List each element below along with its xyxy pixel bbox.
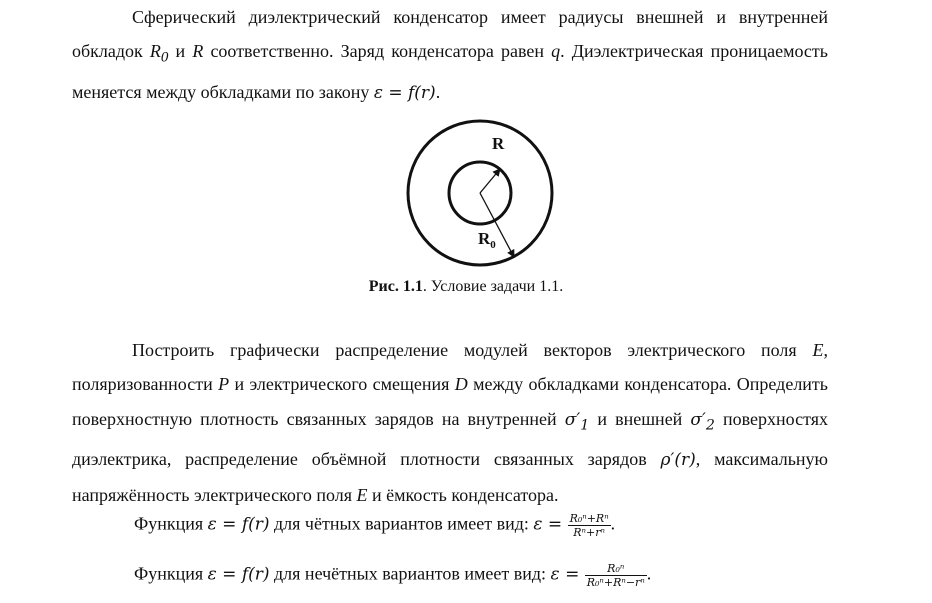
symbol-q: q (551, 41, 561, 62)
symbol-R: R (192, 41, 204, 62)
statement-text: . Диэлектрическая проницаемость меняется между обкладками по закону (72, 41, 828, 103)
symbol-rho: ρ′(r) (660, 450, 696, 471)
even-formula-fraction (568, 512, 611, 539)
caption-text: . Условие задачи 1.1. (422, 278, 564, 295)
fraction-denominator: R₀ⁿ+Rⁿ−rⁿ (586, 576, 645, 589)
fraction-numerator: R₀ⁿ (585, 562, 647, 576)
odd-formula-fraction (585, 562, 647, 589)
permittivity-law: ε = f(r) (373, 83, 436, 104)
function-even-line: Функция ε = f(r) для чётных вариантов имеет вид: ε = $\frac{\text{R₀ⁿ+Rⁿ}}{\text{Rⁿ+rⁿ}}$ . (134, 512, 616, 539)
problem-statement-paragraph: Сферический диэлектрический конденсатор имеет радиусы внешней и внутренней обкладок $R_0$ и R соответственно. Заряд конденсатора равен q. Диэлектрическая проницаемость меняется между обкладками по закону ε = f(r). (72, 7, 828, 104)
symbol-R0: $R_0$ (149, 41, 169, 66)
caption-label: Рис. 1.1 (368, 278, 423, 295)
label-R0: $R_0$ (478, 229, 496, 251)
function-odd-line: Функция ε = f(r) для нечётных вариантов имеет вид: ε = $\frac{\text{R₀ⁿ}}{\text{R₀ⁿ+Rⁿ−rⁿ}}$ . (134, 562, 652, 589)
symbol-E: E (356, 484, 368, 505)
statement-text: Сферический диэлектрический конденсатор имеет радиусы внешней и внутренней обкладок (72, 7, 828, 62)
statement-text: соответственно. Заряд конденсатора равен (203, 41, 552, 62)
spherical-capacitor-figure (397, 117, 565, 269)
fraction-denominator: Rⁿ+rⁿ (573, 526, 605, 539)
symbol-P: P (218, 374, 230, 395)
function-law: ε = f(r) (207, 514, 270, 535)
statement-text: и (168, 41, 193, 62)
symbol-D: D (454, 374, 468, 395)
label-R: R (492, 134, 505, 153)
function-law: ε = f(r) (207, 564, 270, 585)
radius-arrow-R (480, 169, 500, 193)
symbol-E: E (812, 340, 824, 360)
figure-caption (0, 278, 932, 296)
task-paragraph: Построить графически распределение модулей векторов электрического поля E, поляризованности P и электрического смещения D между обкладками конденсатора. Определить поверхностную плотность связанных зарядов на внутренней $\sigma'_1$ и внешней $\sigma'_2$ поверхностях диэлектрика, распределение объёмной плотности связанных зарядов ρ′(r), максимальную напряжённость электрического поля E и ёмкость конденсатора. (72, 340, 829, 505)
symbol-sigma1: $\sigma'_1$ (564, 409, 590, 433)
symbol-sigma2: $\sigma'_2$ (690, 409, 715, 433)
fraction-numerator: R₀ⁿ+Rⁿ (569, 512, 609, 525)
